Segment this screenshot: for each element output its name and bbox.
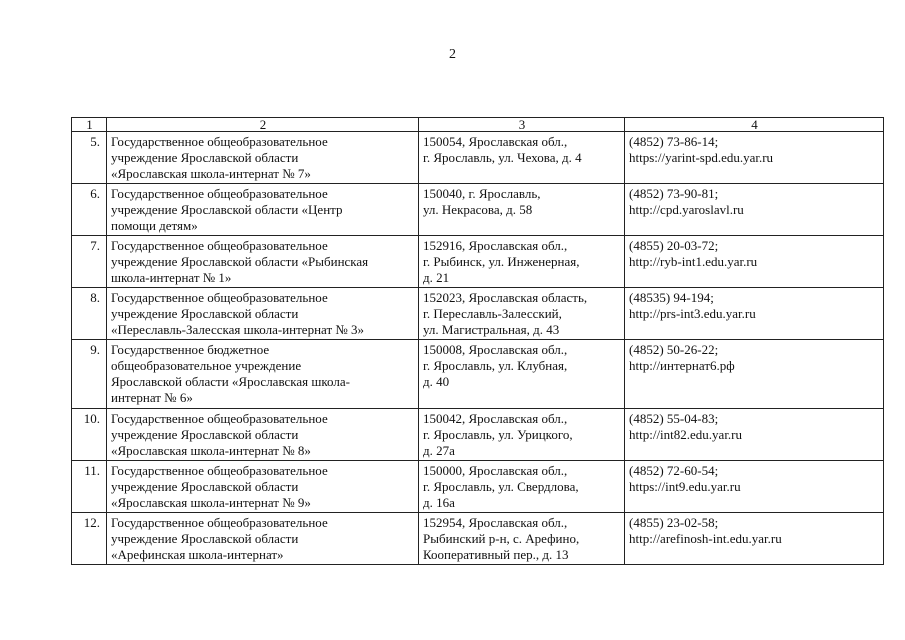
institution-name-line: Государственное общеобразовательное	[111, 186, 328, 201]
institution-name	[107, 409, 419, 461]
institution-address-line: д. 21	[423, 270, 450, 285]
institution-contacts	[625, 132, 884, 184]
table-row	[72, 288, 884, 340]
row-number: 5.	[72, 132, 107, 184]
institution-address-line: Кооперативный пер., д. 13	[423, 547, 569, 562]
institution-name-line: интернат № 6»	[111, 390, 193, 405]
institution-name-line: помощи детям»	[111, 218, 198, 233]
institution-name-line: «Ярославская школа-интернат № 8»	[111, 443, 311, 458]
institution-name-line: Государственное общеобразовательное	[111, 411, 328, 426]
column-header: 2	[107, 118, 419, 132]
institution-contacts	[625, 409, 884, 461]
institution-contacts-line: (4855) 23-02-58;	[629, 515, 719, 530]
institution-contacts-line: (48535) 94-194;	[629, 290, 714, 305]
institution-name-line: учреждение Ярославской области	[111, 306, 299, 321]
institution-contacts-line: https://yarint-spd.edu.yar.ru	[629, 150, 774, 165]
institution-name-line: Государственное общеобразовательное	[111, 134, 328, 149]
institution-address-line: 150008, Ярославская обл.,	[423, 342, 568, 357]
table-body	[72, 118, 884, 565]
institution-name-line: Государственное общеобразовательное	[111, 238, 328, 253]
institution-address	[419, 513, 625, 565]
institution-contacts-line: (4852) 72-60-54;	[629, 463, 719, 478]
row-number: 7.	[72, 236, 107, 288]
institution-address-line: г. Рыбинск, ул. Инженерная,	[423, 254, 580, 269]
institution-address	[419, 132, 625, 184]
institution-name-line: учреждение Ярославской области «Рыбинская	[111, 254, 369, 269]
table-row	[72, 132, 884, 184]
institution-contacts-line: http://int82.edu.yar.ru	[629, 427, 743, 442]
institution-name-line: учреждение Ярославской области «Центр	[111, 202, 343, 217]
row-number: 12.	[72, 513, 107, 565]
institution-address	[419, 461, 625, 513]
institution-address-line: д. 40	[423, 374, 450, 389]
institution-name	[107, 461, 419, 513]
column-header: 4	[625, 118, 884, 132]
institution-contacts-line: (4855) 20-03-72;	[629, 238, 719, 253]
row-number: 6.	[72, 184, 107, 236]
institution-name-line: общеобразовательное учреждение	[111, 358, 302, 373]
institution-name-line: школа-интернат № 1»	[111, 270, 232, 285]
institution-address-line: 150000, Ярославская обл.,	[423, 463, 568, 478]
institution-address-line: г. Ярославль, ул. Чехова, д. 4	[423, 150, 582, 165]
institution-name	[107, 184, 419, 236]
institution-contacts	[625, 461, 884, 513]
institution-name	[107, 132, 419, 184]
institution-name-line: «Ярославская школа-интернат № 7»	[111, 166, 311, 181]
institution-name-line: Государственное общеобразовательное	[111, 463, 328, 478]
institution-address-line: г. Ярославль, ул. Свердлова,	[423, 479, 579, 494]
institution-name	[107, 513, 419, 565]
institution-address	[419, 288, 625, 340]
institution-contacts-line: http://cpd.yaroslavl.ru	[629, 202, 744, 217]
institution-address	[419, 184, 625, 236]
institution-address-line: г. Переславль-Залесский,	[423, 306, 562, 321]
institution-address-line: 150054, Ярославская обл.,	[423, 134, 568, 149]
institution-address-line: г. Ярославль, ул. Урицкого,	[423, 427, 573, 442]
institution-name-line: Государственное общеобразовательное	[111, 515, 328, 530]
institution-address-line: Рыбинский р-н, с. Арефино,	[423, 531, 580, 546]
institution-contacts-line: (4852) 73-90-81;	[629, 186, 719, 201]
table-row	[72, 340, 884, 409]
institution-name-line: учреждение Ярославской области	[111, 531, 299, 546]
institution-name-line: учреждение Ярославской области	[111, 479, 299, 494]
institution-address-line: 152023, Ярославская область,	[423, 290, 588, 305]
row-number: 11.	[72, 461, 107, 513]
institution-name-line: Ярославской области «Ярославская школа-	[111, 374, 350, 389]
institution-name	[107, 340, 419, 409]
institution-name	[107, 236, 419, 288]
institution-address-line: г. Ярославль, ул. Клубная,	[423, 358, 568, 373]
institution-address-line: д. 27а	[423, 443, 455, 458]
institution-contacts-line: https://int9.edu.yar.ru	[629, 479, 741, 494]
institution-address	[419, 409, 625, 461]
institution-address	[419, 340, 625, 409]
institution-name-line: «Ярославская школа-интернат № 9»	[111, 495, 311, 510]
institution-address-line: 152916, Ярославская обл.,	[423, 238, 568, 253]
institution-name-line: учреждение Ярославской области	[111, 150, 299, 165]
institution-address-line: д. 16а	[423, 495, 455, 510]
institution-contacts	[625, 288, 884, 340]
institution-name-line: учреждение Ярославской области	[111, 427, 299, 442]
institution-name-line: «Арефинская школа-интернат»	[111, 547, 284, 562]
institution-contacts	[625, 184, 884, 236]
table-row	[72, 513, 884, 565]
institution-address-line: 150040, г. Ярославль,	[423, 186, 541, 201]
institution-contacts-line: http://arefinosh-int.edu.yar.ru	[629, 531, 782, 546]
institution-name-line: Государственное бюджетное	[111, 342, 270, 357]
table-row	[72, 461, 884, 513]
institution-address-line: ул. Некрасова, д. 58	[423, 202, 533, 217]
page-number: 2	[449, 47, 456, 62]
column-header: 1	[72, 118, 107, 132]
institution-address-line: 152954, Ярославская обл.,	[423, 515, 568, 530]
institution-contacts-line: (4852) 55-04-83;	[629, 411, 719, 426]
row-number: 9.	[72, 340, 107, 409]
institution-contacts-line: http://ryb-int1.edu.yar.ru	[629, 254, 758, 269]
table-row	[72, 409, 884, 461]
column-header: 3	[419, 118, 625, 132]
institutions-table	[71, 117, 884, 565]
institution-address-line: ул. Магистральная, д. 43	[423, 322, 560, 337]
table-row	[72, 236, 884, 288]
institution-contacts	[625, 236, 884, 288]
institution-contacts	[625, 340, 884, 409]
institution-contacts-line: http://prs-int3.edu.yar.ru	[629, 306, 756, 321]
institution-contacts-line: (4852) 73-86-14;	[629, 134, 719, 149]
institution-address	[419, 236, 625, 288]
institution-name-line: Государственное общеобразовательное	[111, 290, 328, 305]
institution-contacts	[625, 513, 884, 565]
institution-address-line: 150042, Ярославская обл.,	[423, 411, 568, 426]
row-number: 8.	[72, 288, 107, 340]
institution-name	[107, 288, 419, 340]
table-row	[72, 184, 884, 236]
institution-contacts-line: http://интернат6.рф	[629, 358, 735, 373]
institution-contacts-line: (4852) 50-26-22;	[629, 342, 719, 357]
institution-name-line: «Переславль-Залесская школа-интернат № 3»	[111, 322, 365, 337]
row-number: 10.	[72, 409, 107, 461]
header-row	[72, 118, 884, 132]
